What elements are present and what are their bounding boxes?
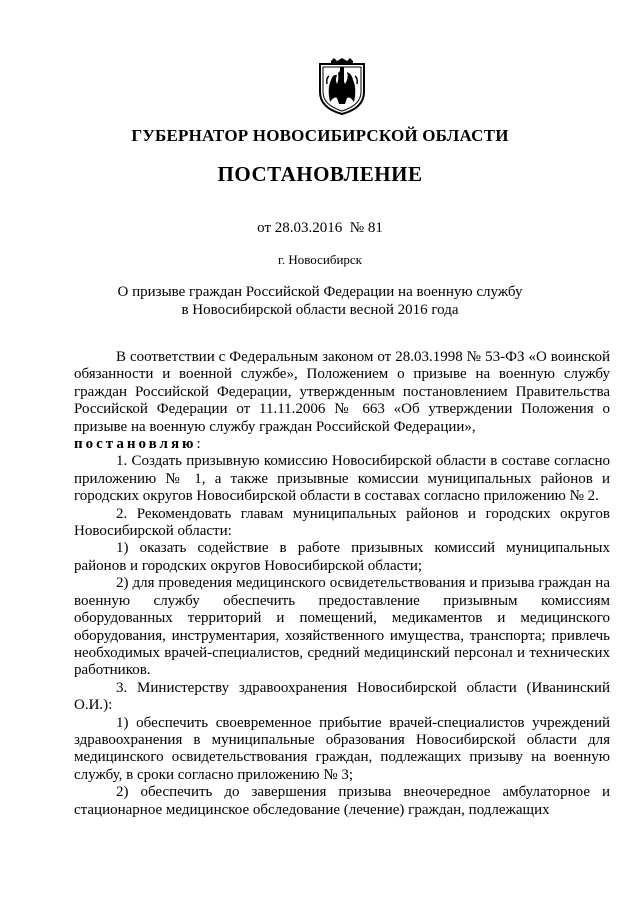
subject-line-1: О призыве граждан Российской Федерации на военную службу (117, 284, 523, 300)
decree-word: постановляю (74, 436, 197, 453)
paragraph-2-item-1: 1) оказать содействие в работе призывных комиссий муниципальных районов и городских округов Новосибирской области; (74, 540, 610, 574)
document-type-title: ПОСТАНОВЛЕНИЕ (217, 162, 423, 186)
document-date-number: от 28.03.2016 № 81 (257, 220, 383, 236)
issuing-authority: ГУБЕРНАТОР НОВОСИБИРСКОЙ ОБЛАСТИ (131, 126, 509, 145)
coat-of-arms-emblem (317, 58, 367, 116)
document-subject (0, 283, 640, 319)
subject-line-2: в Новосибирской области весной 2016 года (181, 302, 459, 318)
document-body (74, 349, 610, 819)
paragraph-2-item-2: 2) для проведения медицинского освидетельствования и призыва граждан на военную службу обеспечить предоставление призывным комиссиям оборудованных территорий и помещений, медикаментов и медицинского оборудования, инструментария, хозяйственного имущества, транспорта; привлечь необходимых врачей-специалистов, средний медицинский персонал и технических работников. (74, 575, 610, 679)
preamble-text: В соответствии с Федеральным законом от 28.03.1998 № 53-ФЗ «О воинской обязанности и военной службе», Положением о призыве на военную службу граждан Российской Федерации, утвержденным постановлением Правительства Российской Федерации от 11.11.2006 № 663 «Об утверждении Положения о призыве на военную службу граждан Российской Федерации», (74, 349, 610, 435)
decree-colon: : (196, 436, 201, 453)
paragraph-2: 2. Рекомендовать главам муниципальных районов и городских округов Новосибирской области: (74, 505, 610, 540)
paragraph-3-item-1: 1) обеспечить своевременное прибытие врачей-специалистов учреждений здравоохранения в муниципальные образования Новосибирской области для медицинского освидетельствования граждан, подлежащих призыву на военную службу, в сроки согласно приложению № 3; (74, 714, 610, 783)
paragraph-3: 3. Министерству здравоохранения Новосибирской области (Иванинский О.И.): (74, 679, 610, 714)
paragraph-3-item-2: 2) обеспечить до завершения призыва внеочередное амбулаторное и стационарное медицинское обследование (лечение) граждан, подлежащих (74, 784, 610, 818)
document-city: г. Новосибирск (277, 252, 362, 267)
preamble-paragraph (74, 349, 610, 436)
paragraph-1: 1. Создать призывную комиссию Новосибирской области в составе согласно приложению № 1, а также призывные комиссии муниципальных районов и городских округов Новосибирской области в составах согласно приложению № 2. (74, 453, 610, 505)
decree-line (74, 436, 610, 453)
